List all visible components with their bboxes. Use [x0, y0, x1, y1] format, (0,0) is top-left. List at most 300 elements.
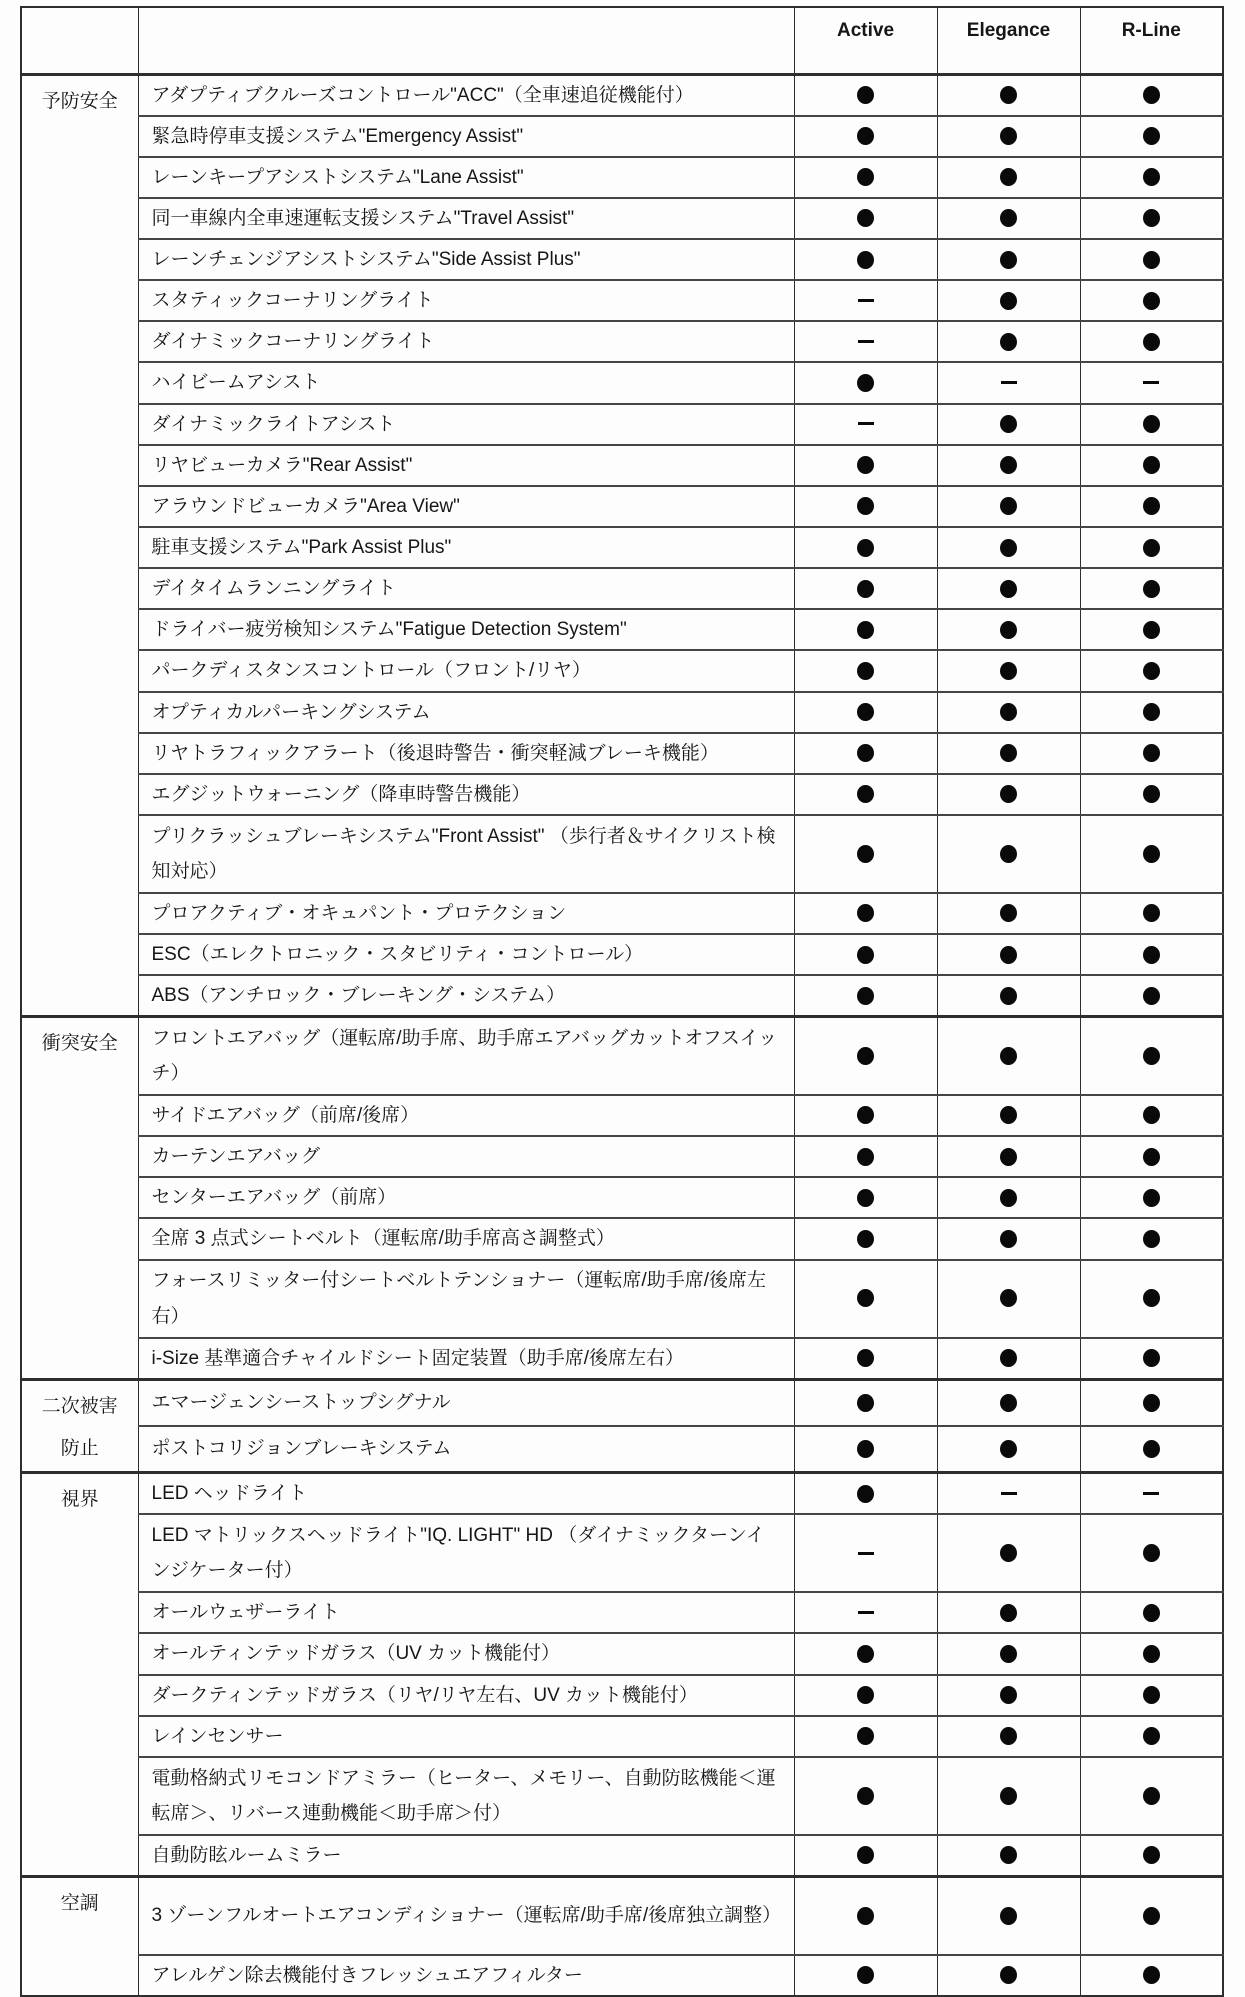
not-available-dash-icon	[858, 299, 874, 302]
availability-cell-r-line	[1080, 239, 1223, 280]
feature-name: オールティンテッドガラス（UV カット機能付）	[138, 1633, 794, 1674]
available-dot-icon	[857, 127, 874, 145]
available-dot-icon	[1143, 1686, 1160, 1704]
table-row	[21, 1473, 1223, 1515]
feature-name: 全席 3 点式シートベルト（運転席/助手席高さ調整式）	[138, 1218, 794, 1259]
available-dot-icon	[857, 168, 874, 186]
available-dot-icon	[857, 703, 874, 721]
availability-cell-r-line	[1080, 609, 1223, 650]
available-dot-icon	[1143, 904, 1160, 922]
available-dot-icon	[1000, 456, 1017, 474]
available-dot-icon	[1000, 86, 1017, 104]
table-row	[21, 1955, 1223, 1996]
availability-cell-r-line	[1080, 1675, 1223, 1716]
available-dot-icon	[1000, 1230, 1017, 1248]
feature-name: レインセンサー	[138, 1716, 794, 1757]
feature-name: リヤトラフィックアラート（後退時警告・衝突軽減ブレーキ機能）	[138, 733, 794, 774]
table-row	[21, 1514, 1223, 1592]
availability-cell-r-line	[1080, 1426, 1223, 1473]
availability-cell-elegance	[937, 198, 1080, 239]
availability-cell-r-line	[1080, 116, 1223, 157]
available-dot-icon	[1143, 1645, 1160, 1663]
table-row	[21, 1260, 1223, 1338]
availability-cell-elegance	[937, 116, 1080, 157]
availability-cell-r-line	[1080, 1757, 1223, 1835]
table-row	[21, 198, 1223, 239]
feature-name: ABS（アンチロック・ブレーキング・システム）	[138, 975, 794, 1017]
availability-cell-r-line	[1080, 404, 1223, 445]
availability-cell-active	[794, 774, 937, 815]
availability-cell-active	[794, 1835, 937, 1877]
availability-cell-elegance	[937, 692, 1080, 733]
not-available-dash-icon	[1143, 381, 1159, 384]
availability-cell-active	[794, 74, 937, 116]
available-dot-icon	[857, 1106, 874, 1124]
feature-column-header	[138, 7, 794, 74]
feature-name: LED ヘッドライト	[138, 1473, 794, 1515]
availability-cell-active	[794, 692, 937, 733]
not-available-dash-icon	[858, 340, 874, 343]
trim-column-header-elegance: Elegance	[937, 7, 1080, 74]
available-dot-icon	[1000, 333, 1017, 351]
availability-cell-elegance	[937, 650, 1080, 691]
availability-cell-r-line	[1080, 1716, 1223, 1757]
available-dot-icon	[857, 1907, 874, 1925]
available-dot-icon	[1000, 1106, 1017, 1124]
availability-cell-elegance	[937, 486, 1080, 527]
available-dot-icon	[1000, 127, 1017, 145]
availability-cell-r-line	[1080, 650, 1223, 691]
not-available-dash-icon	[1001, 381, 1017, 384]
table-row	[21, 527, 1223, 568]
availability-cell-elegance	[937, 1633, 1080, 1674]
available-dot-icon	[857, 456, 874, 474]
table-row	[21, 1716, 1223, 1757]
feature-name: デイタイムランニングライト	[138, 568, 794, 609]
available-dot-icon	[1000, 1189, 1017, 1207]
available-dot-icon	[1000, 1604, 1017, 1622]
availability-cell-active	[794, 1017, 937, 1095]
available-dot-icon	[1000, 251, 1017, 269]
available-dot-icon	[1000, 1907, 1017, 1925]
availability-cell-r-line	[1080, 1955, 1223, 1996]
availability-cell-elegance	[937, 568, 1080, 609]
trim-column-header-active: Active	[794, 7, 937, 74]
table-row	[21, 321, 1223, 362]
feature-name: ダイナミックコーナリングライト	[138, 321, 794, 362]
availability-cell-active	[794, 733, 937, 774]
availability-cell-elegance	[937, 321, 1080, 362]
available-dot-icon	[857, 1966, 874, 1984]
feature-name: LED マトリックスヘッドライト"IQ. LIGHT" HD （ダイナミックターンインジケーター付）	[138, 1514, 794, 1592]
not-available-dash-icon	[1143, 1492, 1159, 1495]
availability-cell-active	[794, 1757, 937, 1835]
available-dot-icon	[1143, 580, 1160, 598]
availability-cell-elegance	[937, 1716, 1080, 1757]
availability-cell-elegance	[937, 1473, 1080, 1515]
table-row	[21, 1835, 1223, 1877]
available-dot-icon	[857, 946, 874, 964]
trim-comparison-table	[20, 6, 1224, 1997]
category-label: 二次被害防止	[21, 1379, 138, 1473]
availability-cell-elegance	[937, 1218, 1080, 1259]
feature-name: アダプティブクルーズコントロール"ACC"（全車速追従機能付）	[138, 74, 794, 116]
availability-cell-elegance	[937, 280, 1080, 321]
available-dot-icon	[1000, 209, 1017, 227]
table-row	[21, 774, 1223, 815]
availability-cell-active	[794, 568, 937, 609]
availability-cell-active	[794, 1177, 937, 1218]
available-dot-icon	[1143, 946, 1160, 964]
availability-cell-active	[794, 362, 937, 403]
available-dot-icon	[857, 497, 874, 515]
table-row	[21, 692, 1223, 733]
feature-name: パークディスタンスコントロール（フロント/リヤ）	[138, 650, 794, 691]
availability-cell-active	[794, 1426, 937, 1473]
table-header	[21, 7, 1223, 74]
availability-cell-elegance	[937, 893, 1080, 934]
table-row	[21, 1338, 1223, 1380]
table-row	[21, 893, 1223, 934]
availability-cell-active	[794, 116, 937, 157]
table-row	[21, 568, 1223, 609]
availability-cell-elegance	[937, 774, 1080, 815]
available-dot-icon	[1143, 703, 1160, 721]
availability-cell-r-line	[1080, 1835, 1223, 1877]
availability-cell-r-line	[1080, 975, 1223, 1017]
available-dot-icon	[1000, 785, 1017, 803]
available-dot-icon	[1000, 168, 1017, 186]
availability-cell-active	[794, 815, 937, 893]
availability-cell-elegance	[937, 239, 1080, 280]
available-dot-icon	[1000, 580, 1017, 598]
availability-cell-r-line	[1080, 1260, 1223, 1338]
available-dot-icon	[857, 621, 874, 639]
available-dot-icon	[1000, 1727, 1017, 1745]
feature-name: ポストコリジョンブレーキシステム	[138, 1426, 794, 1473]
availability-cell-elegance	[937, 1017, 1080, 1095]
table-row	[21, 362, 1223, 403]
available-dot-icon	[857, 1189, 874, 1207]
available-dot-icon	[1000, 1966, 1017, 1984]
available-dot-icon	[1143, 1394, 1160, 1412]
trim-column-header-r-line: R-Line	[1080, 7, 1223, 74]
table-row	[21, 1426, 1223, 1473]
table-row	[21, 1757, 1223, 1835]
table-row	[21, 1177, 1223, 1218]
availability-cell-active	[794, 404, 937, 445]
feature-name: 電動格納式リモコンドアミラー（ヒーター、メモリー、自動防眩機能＜運転席＞、リバース連動機能＜助手席＞付）	[138, 1757, 794, 1835]
availability-cell-elegance	[937, 1338, 1080, 1380]
availability-cell-active	[794, 239, 937, 280]
feature-name: 駐車支援システム"Park Assist Plus"	[138, 527, 794, 568]
available-dot-icon	[1143, 1846, 1160, 1864]
feature-name: フロントエアバッグ（運転席/助手席、助手席エアバッグカットオフスイッチ）	[138, 1017, 794, 1095]
availability-cell-elegance	[937, 1955, 1080, 1996]
availability-cell-active	[794, 893, 937, 934]
feature-name: 自動防眩ルームミラー	[138, 1835, 794, 1877]
feature-name: スタティックコーナリングライト	[138, 280, 794, 321]
available-dot-icon	[1143, 1106, 1160, 1124]
available-dot-icon	[857, 251, 874, 269]
availability-cell-r-line	[1080, 774, 1223, 815]
availability-cell-r-line	[1080, 1473, 1223, 1515]
not-available-dash-icon	[858, 1552, 874, 1555]
availability-cell-elegance	[937, 1757, 1080, 1835]
availability-cell-r-line	[1080, 198, 1223, 239]
table-row	[21, 650, 1223, 691]
available-dot-icon	[857, 1485, 874, 1503]
available-dot-icon	[1000, 1686, 1017, 1704]
feature-name: オプティカルパーキングシステム	[138, 692, 794, 733]
table-row	[21, 280, 1223, 321]
availability-cell-elegance	[937, 527, 1080, 568]
availability-cell-elegance	[937, 157, 1080, 198]
availability-cell-r-line	[1080, 568, 1223, 609]
available-dot-icon	[857, 580, 874, 598]
available-dot-icon	[857, 904, 874, 922]
feature-name: 同一車線内全車速運転支援システム"Travel Assist"	[138, 198, 794, 239]
available-dot-icon	[1143, 744, 1160, 762]
availability-cell-active	[794, 1955, 937, 1996]
availability-cell-elegance	[937, 1592, 1080, 1633]
availability-cell-r-line	[1080, 893, 1223, 934]
table-row	[21, 1379, 1223, 1426]
availability-cell-elegance	[937, 1877, 1080, 1955]
available-dot-icon	[1000, 1544, 1017, 1562]
category-label: 衝突安全	[21, 1017, 138, 1379]
available-dot-icon	[857, 1440, 874, 1458]
not-available-dash-icon	[858, 422, 874, 425]
availability-cell-r-line	[1080, 74, 1223, 116]
category-label: 視界	[21, 1473, 138, 1877]
table-row	[21, 1675, 1223, 1716]
available-dot-icon	[1000, 1645, 1017, 1663]
availability-cell-active	[794, 1473, 937, 1515]
available-dot-icon	[1143, 1230, 1160, 1248]
available-dot-icon	[1143, 1966, 1160, 1984]
feature-name: センターエアバッグ（前席）	[138, 1177, 794, 1218]
availability-cell-r-line	[1080, 1592, 1223, 1633]
table-row	[21, 1633, 1223, 1674]
feature-name: 緊急時停車支援システム"Emergency Assist"	[138, 116, 794, 157]
available-dot-icon	[1000, 987, 1017, 1005]
table-row	[21, 733, 1223, 774]
available-dot-icon	[1143, 1544, 1160, 1562]
available-dot-icon	[1143, 415, 1160, 433]
availability-cell-active	[794, 527, 937, 568]
availability-cell-elegance	[937, 1675, 1080, 1716]
available-dot-icon	[1000, 415, 1017, 433]
available-dot-icon	[1143, 456, 1160, 474]
available-dot-icon	[1143, 1047, 1160, 1065]
availability-cell-elegance	[937, 1514, 1080, 1592]
feature-name: レーンチェンジアシストシステム"Side Assist Plus"	[138, 239, 794, 280]
available-dot-icon	[1000, 497, 1017, 515]
availability-cell-r-line	[1080, 692, 1223, 733]
table-row	[21, 1877, 1223, 1955]
available-dot-icon	[857, 744, 874, 762]
available-dot-icon	[857, 1349, 874, 1367]
available-dot-icon	[1000, 744, 1017, 762]
table-row	[21, 1218, 1223, 1259]
available-dot-icon	[1143, 333, 1160, 351]
availability-cell-r-line	[1080, 1877, 1223, 1955]
availability-cell-active	[794, 1592, 937, 1633]
feature-name: 3 ゾーンフルオートエアコンディショナー（運転席/助手席/後席独立調整）	[138, 1877, 794, 1955]
available-dot-icon	[857, 539, 874, 557]
table-row	[21, 239, 1223, 280]
available-dot-icon	[1143, 497, 1160, 515]
available-dot-icon	[857, 1230, 874, 1248]
availability-cell-r-line	[1080, 486, 1223, 527]
table-row	[21, 486, 1223, 527]
availability-cell-elegance	[937, 815, 1080, 893]
feature-name: アレルゲン除去機能付きフレッシュエアフィルター	[138, 1955, 794, 1996]
feature-name: ドライバー疲労検知システム"Fatigue Detection System"	[138, 609, 794, 650]
category-column-header	[21, 7, 138, 74]
available-dot-icon	[857, 662, 874, 680]
availability-cell-r-line	[1080, 733, 1223, 774]
available-dot-icon	[857, 1047, 874, 1065]
available-dot-icon	[857, 1394, 874, 1412]
available-dot-icon	[857, 86, 874, 104]
availability-cell-r-line	[1080, 1338, 1223, 1380]
available-dot-icon	[857, 785, 874, 803]
available-dot-icon	[1143, 1189, 1160, 1207]
available-dot-icon	[1143, 845, 1160, 863]
available-dot-icon	[1000, 1394, 1017, 1412]
available-dot-icon	[1143, 292, 1160, 310]
available-dot-icon	[1143, 539, 1160, 557]
feature-name: i-Size 基準適合チャイルドシート固定装置（助手席/後席左右）	[138, 1338, 794, 1380]
available-dot-icon	[1143, 251, 1160, 269]
availability-cell-active	[794, 1877, 937, 1955]
feature-name: エグジットウォーニング（降車時警告機能）	[138, 774, 794, 815]
feature-name: レーンキープアシストシステム"Lane Assist"	[138, 157, 794, 198]
availability-cell-active	[794, 1633, 937, 1674]
availability-cell-active	[794, 445, 937, 486]
available-dot-icon	[1000, 1289, 1017, 1307]
availability-cell-r-line	[1080, 321, 1223, 362]
not-available-dash-icon	[858, 1611, 874, 1614]
available-dot-icon	[1143, 1289, 1160, 1307]
available-dot-icon	[1000, 845, 1017, 863]
available-dot-icon	[1000, 662, 1017, 680]
table-row	[21, 934, 1223, 975]
availability-cell-active	[794, 650, 937, 691]
availability-cell-active	[794, 975, 937, 1017]
availability-cell-active	[794, 280, 937, 321]
available-dot-icon	[1143, 1907, 1160, 1925]
availability-cell-r-line	[1080, 934, 1223, 975]
table-row	[21, 1017, 1223, 1095]
available-dot-icon	[1143, 662, 1160, 680]
available-dot-icon	[857, 1787, 874, 1805]
available-dot-icon	[1143, 86, 1160, 104]
feature-name: フォースリミッター付シートベルトテンショナー（運転席/助手席/後席左右）	[138, 1260, 794, 1338]
available-dot-icon	[1000, 1148, 1017, 1166]
feature-name: ESC（エレクトロニック・スタビリティ・コントロール）	[138, 934, 794, 975]
table-row	[21, 1136, 1223, 1177]
available-dot-icon	[857, 1846, 874, 1864]
feature-name: リヤビューカメラ"Rear Assist"	[138, 445, 794, 486]
available-dot-icon	[1143, 621, 1160, 639]
feature-name: ダークティンテッドガラス（リヤ/リヤ左右、UV カット機能付）	[138, 1675, 794, 1716]
availability-cell-active	[794, 1379, 937, 1426]
available-dot-icon	[1143, 1349, 1160, 1367]
available-dot-icon	[1143, 1440, 1160, 1458]
available-dot-icon	[857, 1645, 874, 1663]
feature-name: エマージェンシーストップシグナル	[138, 1379, 794, 1426]
table-row	[21, 815, 1223, 893]
available-dot-icon	[857, 1686, 874, 1704]
availability-cell-elegance	[937, 1095, 1080, 1136]
table-body	[21, 74, 1223, 1996]
availability-cell-elegance	[937, 1426, 1080, 1473]
available-dot-icon	[1000, 703, 1017, 721]
table-row	[21, 1095, 1223, 1136]
table-row	[21, 116, 1223, 157]
availability-cell-active	[794, 157, 937, 198]
availability-cell-r-line	[1080, 815, 1223, 893]
available-dot-icon	[1000, 946, 1017, 964]
feature-name: プリクラッシュブレーキシステム"Front Assist" （歩行者＆サイクリスト検知対応）	[138, 815, 794, 893]
availability-cell-elegance	[937, 1379, 1080, 1426]
availability-cell-elegance	[937, 975, 1080, 1017]
table-row	[21, 1592, 1223, 1633]
table-row	[21, 445, 1223, 486]
available-dot-icon	[1143, 785, 1160, 803]
availability-cell-elegance	[937, 74, 1080, 116]
available-dot-icon	[857, 1727, 874, 1745]
available-dot-icon	[1143, 1727, 1160, 1745]
available-dot-icon	[1000, 621, 1017, 639]
available-dot-icon	[857, 845, 874, 863]
availability-cell-r-line	[1080, 280, 1223, 321]
availability-cell-r-line	[1080, 1514, 1223, 1592]
available-dot-icon	[1143, 1787, 1160, 1805]
availability-cell-r-line	[1080, 527, 1223, 568]
table-row	[21, 157, 1223, 198]
availability-cell-r-line	[1080, 1633, 1223, 1674]
availability-cell-r-line	[1080, 445, 1223, 486]
availability-cell-active	[794, 486, 937, 527]
availability-cell-r-line	[1080, 1218, 1223, 1259]
available-dot-icon	[1143, 1604, 1160, 1622]
available-dot-icon	[1143, 127, 1160, 145]
availability-cell-r-line	[1080, 1379, 1223, 1426]
available-dot-icon	[1000, 1349, 1017, 1367]
availability-cell-active	[794, 609, 937, 650]
feature-name: オールウェザーライト	[138, 1592, 794, 1633]
availability-cell-active	[794, 1514, 937, 1592]
available-dot-icon	[1000, 539, 1017, 557]
available-dot-icon	[1143, 987, 1160, 1005]
feature-name: カーテンエアバッグ	[138, 1136, 794, 1177]
available-dot-icon	[1000, 1787, 1017, 1805]
not-available-dash-icon	[1001, 1492, 1017, 1495]
availability-cell-active	[794, 1136, 937, 1177]
available-dot-icon	[1000, 1846, 1017, 1864]
availability-cell-active	[794, 1260, 937, 1338]
feature-name: プロアクティブ・オキュパント・プロテクション	[138, 893, 794, 934]
available-dot-icon	[1143, 1148, 1160, 1166]
availability-cell-active	[794, 1218, 937, 1259]
available-dot-icon	[1143, 209, 1160, 227]
feature-name: サイドエアバッグ（前席/後席）	[138, 1095, 794, 1136]
availability-cell-r-line	[1080, 157, 1223, 198]
